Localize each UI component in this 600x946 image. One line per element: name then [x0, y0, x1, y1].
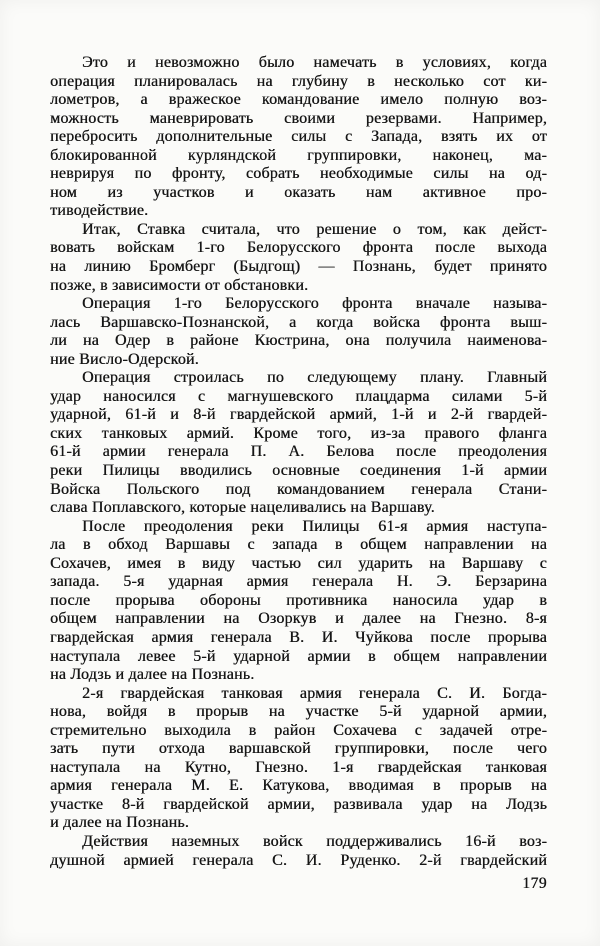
text-line: лометров, а вражеское командование имело полную воз- — [50, 91, 547, 109]
text-line: ударной, 61-й и 8-й гвардейской армий, 1-й и 2-й гвардей- — [50, 406, 547, 424]
text-line: блокированной курляндской группировки, наконец, ма- — [50, 146, 547, 164]
text-line: 61-й армии генерала П. А. Белова после преодоления — [50, 443, 547, 461]
text-line: можность маневрировать своими резервами. Например, — [50, 109, 547, 127]
text-line: стремительно выходила в район Сохачева с задачей отре- — [50, 721, 547, 739]
text-line: Итак, Ставка считала, что решение о том, как дейст- — [82, 220, 547, 238]
text-line: Действия наземных войск поддерживались 16-й воз- — [82, 832, 547, 850]
text-line: после прорыва обороны противника наносила удар в — [50, 591, 547, 609]
text-line: ли на Одер в районе Кюстрина, она получила наименова- — [50, 332, 547, 350]
text-line: неврируя по фронту, собрать необходимые силы на од- — [50, 165, 547, 183]
text-line: Операция строилась по следующему плану. Главный — [82, 369, 547, 387]
text-line: После преодоления реки Пилицы 61-я армия наступа- — [82, 517, 547, 535]
text-line: ла в обход Варшавы с запада в общем направлении на — [50, 536, 547, 554]
text-line: вовать войскам 1-го Белорусского фронта после выхода — [50, 239, 547, 257]
text-line: операция планировалась на глубину в несколько сот ки- — [50, 72, 547, 90]
text-line: гвардейская армия генерала В. И. Чуйкова после прорыва — [50, 628, 547, 646]
paragraph — [50, 221, 547, 295]
text-line: позже, в зависимости от обстановки. — [50, 276, 309, 294]
text-line: на Лодзь и далее на Познань. — [50, 666, 255, 684]
text-line: удар наносился с магнушевского плацдарма силами 5-й — [50, 387, 547, 405]
text-line: на линию Бромберг (Быдгощ) — Познань, будет принято — [50, 258, 547, 276]
text-line: ских танковых армий. Кроме того, из-за правого фланга — [50, 424, 547, 442]
text-line: участке 8-й гвардейской армии, развивала удар на Лодзь — [50, 795, 547, 813]
text-line: наступала левее 5-й ударной армии в общем направлении — [50, 647, 547, 665]
text-line: Это и невозможно было намечать в условиях, когда — [82, 54, 547, 71]
text-line: армия генерала М. Е. Катукова, вводимая в прорыв на — [50, 777, 547, 795]
page-text — [50, 54, 547, 870]
text-line: тиводействие. — [50, 202, 149, 220]
text-line: нова, войдя в прорыв на участке 5-й ударной армии, — [50, 703, 547, 721]
text-line: слава Поплавского, которые нацеливались на Варшаву. — [50, 499, 435, 517]
text-line: зать пути отхода варшавской группировки, после чего — [50, 740, 547, 758]
paragraph — [50, 295, 547, 369]
text-line: ние Висло-Одерской. — [50, 350, 199, 368]
text-line: ном из участков и оказать нам активное про- — [50, 183, 547, 201]
paragraph — [50, 685, 547, 833]
paragraph — [50, 369, 547, 517]
paragraph — [50, 518, 547, 685]
paragraph — [50, 833, 547, 870]
text-line: запада. 5-я ударная армия генерала Н. Э. Берзарина — [50, 573, 547, 591]
page-number: 179 — [522, 875, 547, 892]
text-line: душной армией генерала С. И. Руденко. 2-й гвардейский — [50, 851, 547, 869]
text-line: наступала на Кутно, Гнезно. 1-я гвардейская танковая — [50, 758, 547, 776]
text-line: перебросить дополнительные силы с Запада, взять их от — [50, 128, 547, 146]
text-line: и далее на Познань. — [50, 814, 189, 832]
text-line: реки Пилицы вводились основные соединения 1-й армии — [50, 462, 547, 480]
text-line: Операция 1-го Белорусского фронта вначале называ- — [82, 295, 547, 313]
text-line: общем направлении на Озоркув и далее на Гнезно. 8-я — [50, 610, 547, 628]
text-line: лась Варшавско-Познанской, а когда войска фронта выш- — [50, 313, 547, 331]
text-line: Войска Польского под командованием генерала Стани- — [50, 480, 547, 498]
text-line: Сохачев, имея в виду частью сил ударить на Варшаву с — [50, 554, 547, 572]
text-line: 2-я гвардейская танковая армия генерала С. И. Богда- — [82, 684, 547, 702]
paragraph — [50, 54, 547, 221]
